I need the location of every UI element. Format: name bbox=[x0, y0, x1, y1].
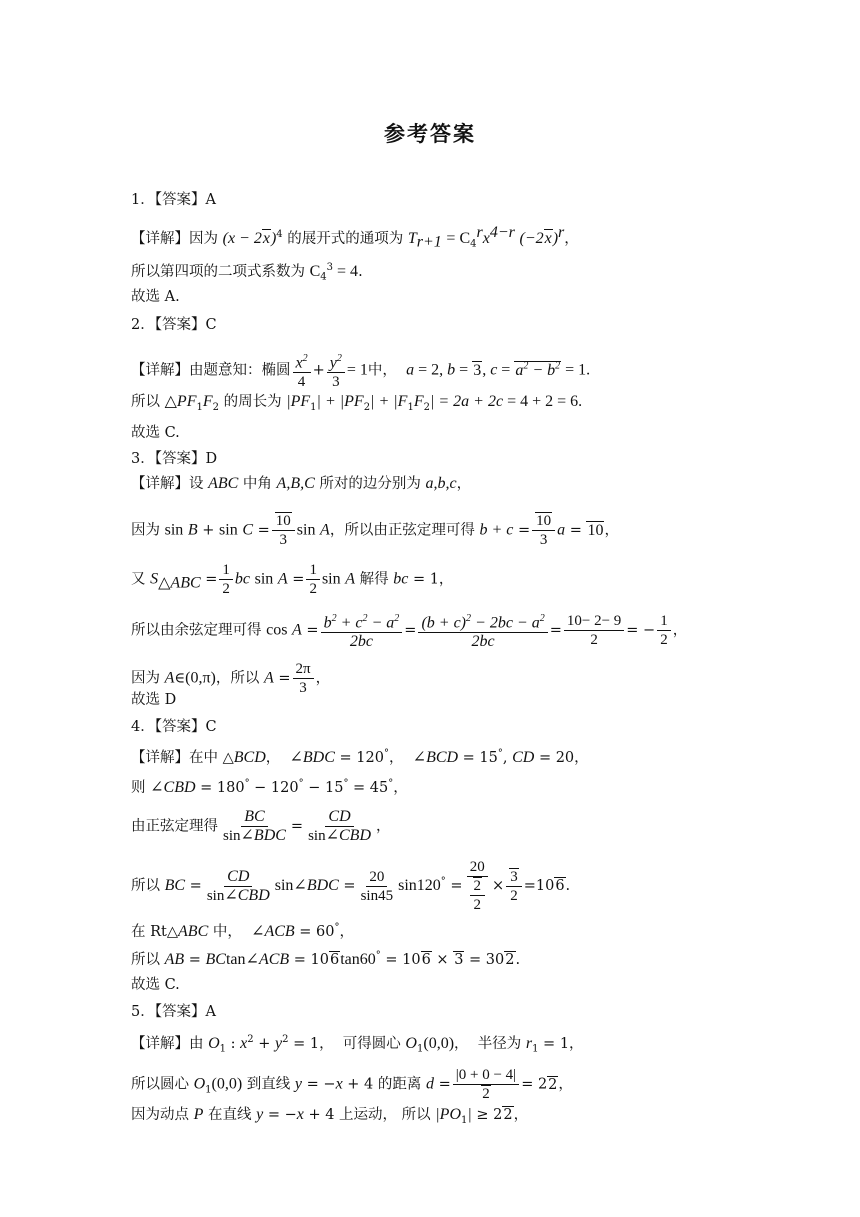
answer-3-angle: 因为 A∈(0,π)，所以 A = $\frac{2\pi}{3}$ ， bbox=[131, 661, 331, 696]
answer-3-detail: 【详解】设 ABC 中角 A,B,C 所对的边分别为 a,b,c， bbox=[131, 475, 472, 492]
answer-4-heading: 4．【答案】C bbox=[131, 719, 217, 735]
answer-5-distance: 所以圆心 $O_1(0,0)$ 到直线 y = −x + 4 的距离 d = $\frac{|0 + 0 - 4|}{2}$ = 22， bbox=[131, 1067, 573, 1102]
answer-5-moving-point: 因为动点 P 在直线 y = −x + 4 上运动， 所以 $|PO_1| \ge 22$， bbox=[131, 1106, 529, 1126]
answer-3-area: 又 $S_{\triangle ABC}$ = $\frac{1}{2}$ bc sin A = $\frac{1}{2}$ sin A 解得 bc = 1， bbox=[131, 562, 454, 597]
answer-5-detail: 【详解】由 $O_1$ : $x^2 + y^2 = 1$， 可得圆心 $O_1(0,0)$， 半径为 $r_1 = 1$， bbox=[131, 1034, 584, 1055]
answer-4-choice: 故选 C. bbox=[131, 977, 180, 993]
answer-4-ab: 所以 AB = BCtan∠ACB = 106tan60° = 106 × 3 = 302. bbox=[131, 950, 521, 968]
answer-4-bc: 所以 BC = $\frac{CD}{\text{sin∠CBD}}$ sin∠BDC = $\frac{20}{\sin 45}$ sin120° = $\frac{20}{\frac{2}{2}}$ × $\frac{3}{2}$ =106. bbox=[131, 859, 571, 913]
answer-1-detail: 【详解】因为 $(x - 2x)^4$ 的展开式的通项为 $T_{r+1} = C_4^rx^{4-r}$ $(-2x)^r$， bbox=[131, 224, 579, 251]
answer-5-heading: 5．【答案】A bbox=[131, 1004, 216, 1020]
answer-1-coefficient: 所以第四项的二项式系数为 $C_4^3 = 4$. bbox=[131, 262, 363, 283]
answer-4-right-triangle: 在 Rt△ABC 中， ∠ACB = 60°， bbox=[131, 922, 355, 940]
answer-2-perimeter: 所以 $\triangle PF_1F_2$ 的周长为 $|PF_1| + |PF_2| + |F_1F_2| = 2a + 2c = 4 + 2 = 6$. bbox=[131, 393, 583, 413]
answer-1-heading: 1．【答案】A bbox=[131, 192, 216, 208]
answer-4-sine-law: 由正弦定理得 $\frac{BC}{\text{sin∠BDC}}$ = $\frac{CD}{\text{sin∠CBD}}$ ， bbox=[131, 808, 391, 844]
answer-4-detail: 【详解】在中 △BCD， ∠BDC = 120°， ∠BCD = 15°, CD = 20， bbox=[131, 748, 589, 766]
answer-3-cosine-law: 所以由余弦定理可得 cos A = $\frac{b^2 + c^2 - a^2}{2bc}$ = $\frac{(b + c)^2 - 2bc - a^2}{2bc}$ = $\frac{10- 2- 9}{2}$ = − $\frac{1}{2}$ ， bbox=[131, 610, 687, 651]
answer-2-choice: 故选 C. bbox=[131, 425, 180, 441]
answer-1-choice: 故选 A. bbox=[131, 289, 180, 305]
answer-3-choice: 故选 D bbox=[131, 692, 177, 708]
answer-3-heading: 3．【答案】D bbox=[131, 451, 218, 467]
answer-3-sine-law: 因为 sin B + sin C = $\frac{10}{3}$ sin A，所以由正弦定理可得 b + c = $\frac{10}{3}$ a = 10， bbox=[131, 513, 619, 548]
page-title: 参考答案 bbox=[384, 122, 476, 146]
answer-4-angle: 则 ∠CBD = 180° − 120° − 15° = 45°， bbox=[131, 778, 408, 796]
answer-2-detail: 【详解】由题意知：椭圆 $\frac{x^2}{4}$ + $\frac{y^2}{3}$ = 1中， a = 2, b = 3, $c = a^2 - b^2 = 1$. bbox=[131, 350, 590, 391]
answer-2-heading: 2．【答案】C bbox=[131, 317, 217, 333]
